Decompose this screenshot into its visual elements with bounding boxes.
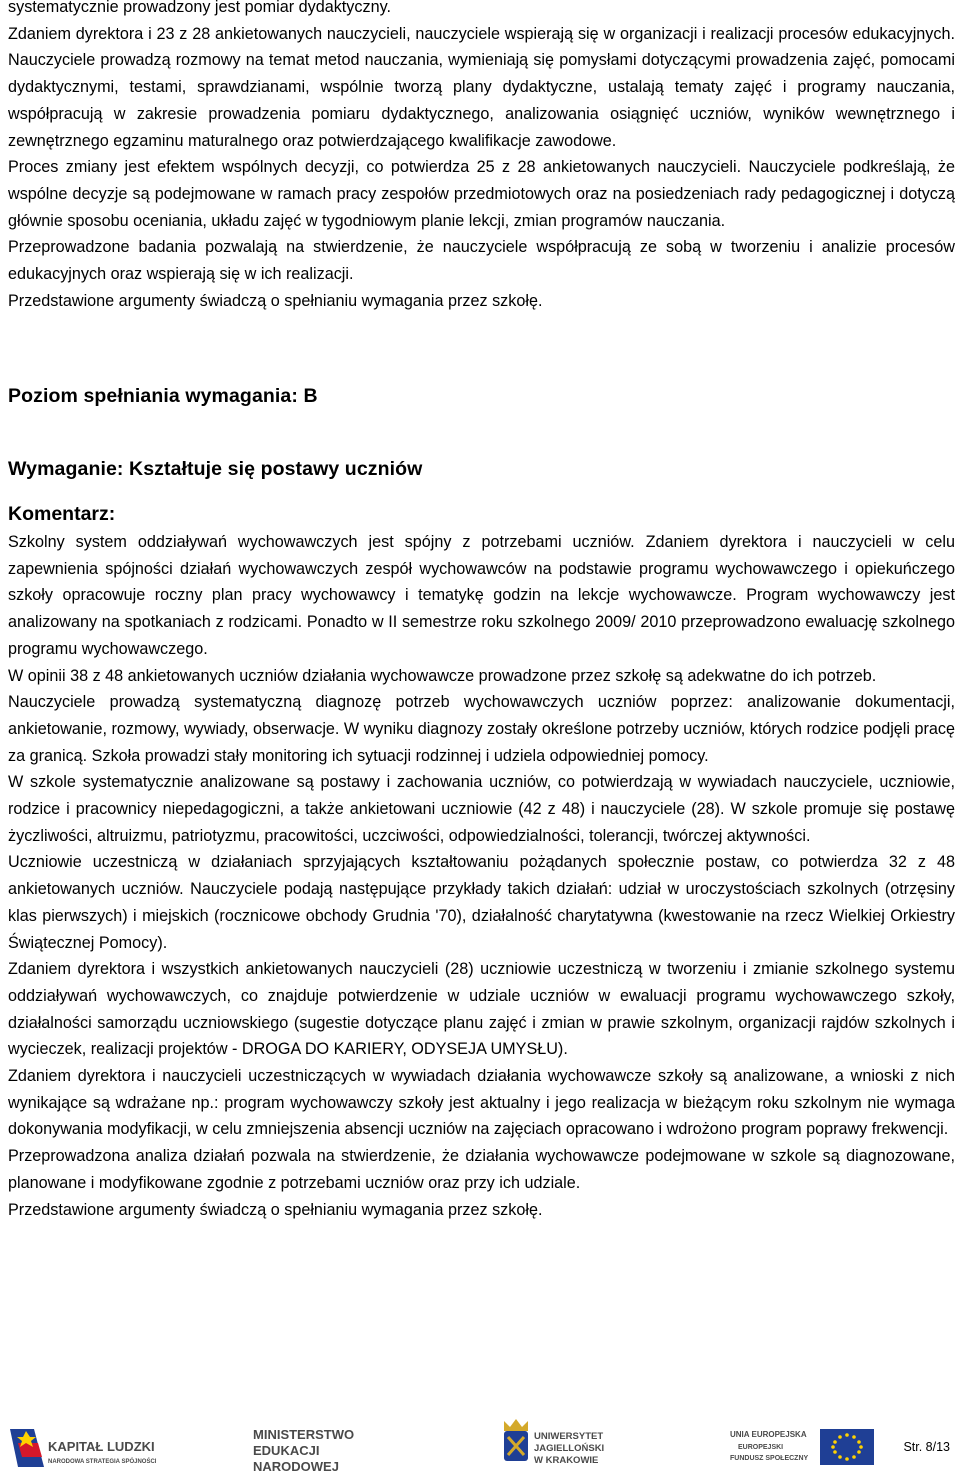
kapital-ludzki-logo bbox=[8, 1423, 158, 1473]
logo-text: FUNDUSZ SPOŁECZNY bbox=[730, 1455, 809, 1462]
paragraph: Nauczyciele prowadzą systematyczną diagnozę potrzeb wychowawczych uczniów poprzez: analizowanie dokumentacji, ankietowanie, rozmowy, wywiady, obserwacje. W wyniku diagnozy zostały określone potrzeby uczniów, których rodzice podjęli pracę za granicą. Szkoła prowadzi stały monitoring ich sytuacji rodzinnej i udziela odpowiedniej pomocy. bbox=[8, 693, 955, 765]
eu-flag-icon bbox=[820, 1429, 874, 1465]
paragraph: W szkole systematycznie analizowane są postawy i zachowania uczniów, co potwierdzają w wywiadach nauczyciele, uczniowie, rodzice i pracownicy niepedagogiczni, a także ankietowani uczniowie (42 z 48) i nauczyciele (28). W szkole promuje się postawę życzliwości, altruizmu, patriotyzmu, pracowitości, uczciwości, odpowiedzialności, tolerancji, twórczej aktywności. bbox=[8, 773, 955, 845]
crest-icon bbox=[504, 1419, 528, 1461]
paragraph: Przeprowadzone badania pozwalają na stwierdzenie, że nauczyciele współpracują ze sobą w tworzeniu i analizie procesów edukacyjnych oraz wspierają się w ich realizacji. bbox=[8, 238, 955, 284]
text-block-top bbox=[8, 0, 955, 314]
page-number: Str. 8/13 bbox=[903, 1440, 950, 1454]
logo-text: MINISTERSTWO bbox=[253, 1427, 355, 1442]
logo-text: NARODOWA STRATEGIA SPÓJNOŚCI bbox=[48, 1459, 157, 1465]
comment-heading: Komentarz: bbox=[8, 503, 116, 525]
logo-text: UNIWERSYTET bbox=[534, 1431, 604, 1442]
eu-logo bbox=[730, 1423, 880, 1471]
paragraph: Szkolny system oddziaływań wychowawczych jest spójny z potrzebami uczniów. Zdaniem dyrektora i nauczycieli w celu zapewnienia spójności działań wychowawczych zespół wychowawców na podstawie programu wychowawczego i opiekuńczego szkoły opracowuje roczny plan pracy wychowawcy i tematykę godzin na lekcje wychowawcze. Program wychowawczy jest analizowany na spotkaniach z rodzicami. Ponadto w II semestrze roku szkolnego 2009/ 2010 przeprowadzono ewaluację szkolnego programu wychowawczego. bbox=[8, 533, 955, 658]
logo-text: EUROPEJSKI bbox=[738, 1444, 784, 1451]
paragraph: Zdaniem dyrektora i nauczycieli uczestniczących w wywiadach działania wychowawcze szkoły są analizowane, a wnioski z nich wynikające są wdrażane np.: program wychowawczy szkoły jest aktualny i jego realizacja w bieżącym roku szkolnym nie wymaga dokonywania modyfikacji, w celu zmniejszenia absencji uczniów na zajęciach opracowano i wdrożono program poprawy frekwencji. bbox=[8, 1067, 955, 1139]
logo-text: EDUKACJI bbox=[253, 1443, 320, 1458]
paragraph: Zdaniem dyrektora i wszystkich ankietowanych nauczycieli (28) uczniowie uczestniczą w tworzeniu i zmianie szkolnego systemu oddziaływań wychowawczych, co znajduje potwierdzenie w udziale uczniów w ewaluacji programu wychowawczego szkoły, działalności samorządu uczniowskiego (sugestie dotyczące planu zajęć i zmian w prawie szkolnym, organizacji rajdów szkolnych i wycieczek, realizacji projektów - DROGA DO KARIERY, ODYSEJA UMYSŁU). bbox=[8, 960, 955, 1059]
text-block-bottom bbox=[8, 529, 955, 1223]
paragraph: Przeprowadzona analiza działań pozwala na stwierdzenie, że działania wychowawcze podejmowane w szkole są diagnozowane, planowane i modyfikowane zgodnie z potrzebami uczniów oraz przy ich udziale. bbox=[8, 1147, 955, 1192]
logo-text: KAPITAŁ LUDZKI bbox=[48, 1439, 155, 1454]
paragraph: Uczniowie uczestniczą w działaniach sprzyjających kształtowaniu pożądanych społecznie postaw, co potwierdza 32 z 48 ankietowanych uczniów. Nauczyciele podają następujące przykłady takich działań: udział w uroczystościach szkolnych (otrzęsiny klas pierwszych) i miejskich (rocznicowe obchody Grudnia '70), działalność charytatywna (kwestowanie na rzecz Wielkiej Orkiestry Świątecznej Pomocy). bbox=[8, 853, 955, 952]
men-logo bbox=[253, 1425, 393, 1475]
paragraph: Zdaniem dyrektora i 23 z 28 ankietowanych nauczycieli, nauczyciele wspierają się w organizacji i realizacji procesów edukacyjnych. Nauczyciele prowadzą rozmowy na temat metod nauczania, wymieniają się pomysłami dotyczącymi prowadzenia zajęć, pomocami dydaktycznymi, testami, sprawdzianami, wspólnie tworzą plany dydaktyczne, ustalają tematy zajęć i programy nauczania, współpracują w zakresie prowadzenia pomiaru dydaktycznego, analizowania osiągnięć uczniów, wyników wewnętrznego i zewnętrznego egzaminu maturalnego oraz potwierdzającego kwalifikacje zawodowe. bbox=[8, 24, 955, 150]
paragraph: Przedstawione argumenty świadczą o spełnianiu wymagania przez szkołę. bbox=[8, 1200, 543, 1219]
level-heading: Poziom spełniania wymagania: B bbox=[8, 385, 318, 407]
logo-text: JAGIELLOŃSKI bbox=[534, 1443, 605, 1454]
paragraph: Przedstawione argumenty świadczą o spełnianiu wymagania przez szkołę. bbox=[8, 291, 543, 310]
logo-text: W KRAKOWIE bbox=[534, 1455, 599, 1466]
page-footer bbox=[0, 1405, 960, 1484]
uj-logo bbox=[500, 1415, 630, 1477]
requirement-heading: Wymaganie: Kształtuje się postawy uczniów bbox=[8, 458, 423, 480]
paragraph: W opinii 38 z 48 ankietowanych uczniów działania wychowawcze prowadzone przez szkołę są adekwatne do ich potrzeb. bbox=[8, 666, 877, 685]
paragraph: Proces zmiany jest efektem wspólnych decyzji, co potwierdza 25 z 28 ankietowanych nauczycieli. Nauczyciele podkreślają, że wspólne decyzje są podejmowane w ramach pracy zespołów przedmiotowych oraz na posiedzeniach rady pedagogicznej i dotyczą głównie sposobu oceniania, układu zajęć w tygodniowym planie lekcji, zmian programów nauczania. bbox=[8, 158, 955, 230]
paragraph: systematycznie prowadzony jest pomiar dydaktyczny. bbox=[8, 0, 391, 16]
logo-text: NARODOWEJ bbox=[253, 1459, 339, 1474]
logo-text: UNIA EUROPEJSKA bbox=[730, 1430, 807, 1439]
